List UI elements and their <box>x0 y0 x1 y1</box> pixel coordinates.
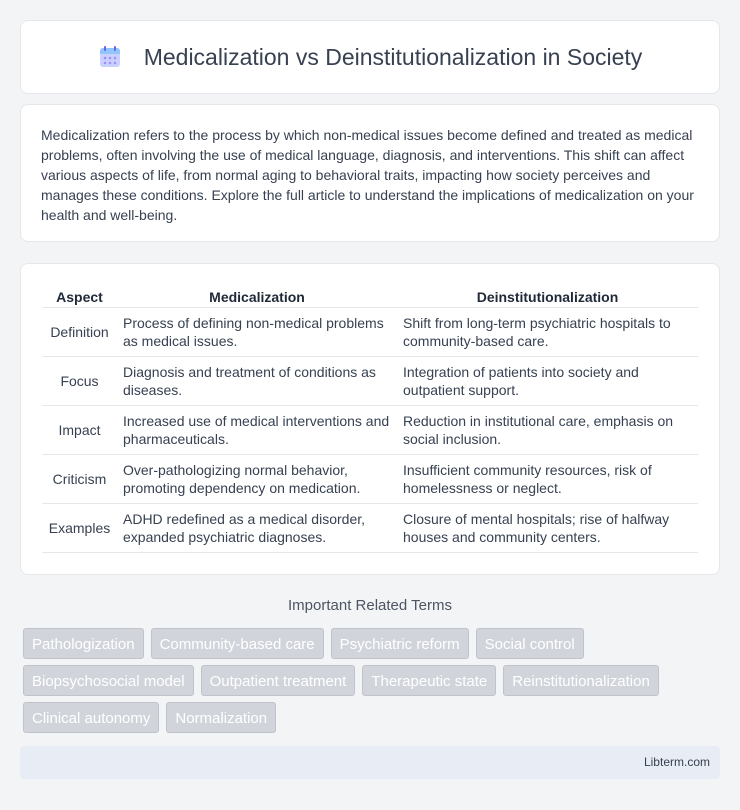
term-tag[interactable]: Therapeutic state <box>362 665 496 696</box>
header-deinstitutionalization: Deinstitutionalization <box>397 283 698 308</box>
term-tag[interactable]: Normalization <box>166 702 276 733</box>
cell-deinstitutionalization: Insufficient community resources, risk of homelessness or neglect. <box>397 455 698 504</box>
footer <box>20 746 720 779</box>
comparison-table <box>42 283 698 553</box>
cell-medicalization: Process of defining non-medical problems as medical issues. <box>117 308 397 357</box>
table-header-row <box>42 283 698 308</box>
cell-deinstitutionalization: Reduction in institutional care, emphasis on social inclusion. <box>397 406 698 455</box>
related-terms-title: Important Related Terms <box>288 597 452 614</box>
term-tag[interactable]: Biopsychosocial model <box>23 665 194 696</box>
term-tag[interactable]: Social control <box>476 628 584 659</box>
term-tag[interactable]: Reinstitutionalization <box>503 665 659 696</box>
term-tag[interactable]: Psychiatric reform <box>331 628 469 659</box>
term-tag[interactable]: Outpatient treatment <box>201 665 356 696</box>
term-tag[interactable]: Pathologization <box>23 628 144 659</box>
term-tag[interactable]: Community-based care <box>151 628 324 659</box>
comparison-card <box>20 263 720 575</box>
intro-text: Medicalization refers to the process by which non-medical issues become defined and treated as medical problems, often involving the use of medical language, diagnosis, and interventions. This shift can affect various aspects of life, from normal aging to behavioral traits, impacting how society perceives and manages these conditions. Explore the full article to understand the implications of medicalization on your health and well-being. <box>41 127 694 223</box>
cell-aspect: Definition <box>42 308 117 357</box>
table-row <box>42 455 698 504</box>
footer-site-link[interactable]: Libterm.com <box>643 755 710 769</box>
cell-deinstitutionalization: Integration of patients into society and outpatient support. <box>397 357 698 406</box>
cell-aspect: Focus <box>42 357 117 406</box>
cell-aspect: Criticism <box>42 455 117 504</box>
table-row <box>42 406 698 455</box>
cell-deinstitutionalization: Shift from long-term psychiatric hospitals to community-based care. <box>397 308 698 357</box>
cell-aspect: Examples <box>42 504 117 553</box>
cell-medicalization: Diagnosis and treatment of conditions as diseases. <box>117 357 397 406</box>
header-medicalization: Medicalization <box>117 283 397 308</box>
cell-medicalization: ADHD redefined as a medical disorder, expanded psychiatric diagnoses. <box>117 504 397 553</box>
calendar-icon <box>98 45 122 69</box>
cell-aspect: Impact <box>42 406 117 455</box>
table-row <box>42 308 698 357</box>
cell-deinstitutionalization: Closure of mental hospitals; rise of halfway houses and community centers. <box>397 504 698 553</box>
header-aspect: Aspect <box>42 283 117 308</box>
table-row <box>42 357 698 406</box>
cell-medicalization: Increased use of medical interventions and pharmaceuticals. <box>117 406 397 455</box>
intro-card <box>20 104 720 242</box>
table-row <box>42 504 698 553</box>
term-tag[interactable]: Clinical autonomy <box>23 702 159 733</box>
page-title: Medicalization vs Deinstitutionalization in Society <box>143 43 643 70</box>
cell-medicalization: Over-pathologizing normal behavior, promoting dependency on medication. <box>117 455 397 504</box>
title-card <box>20 20 720 94</box>
related-terms-list <box>23 628 723 739</box>
